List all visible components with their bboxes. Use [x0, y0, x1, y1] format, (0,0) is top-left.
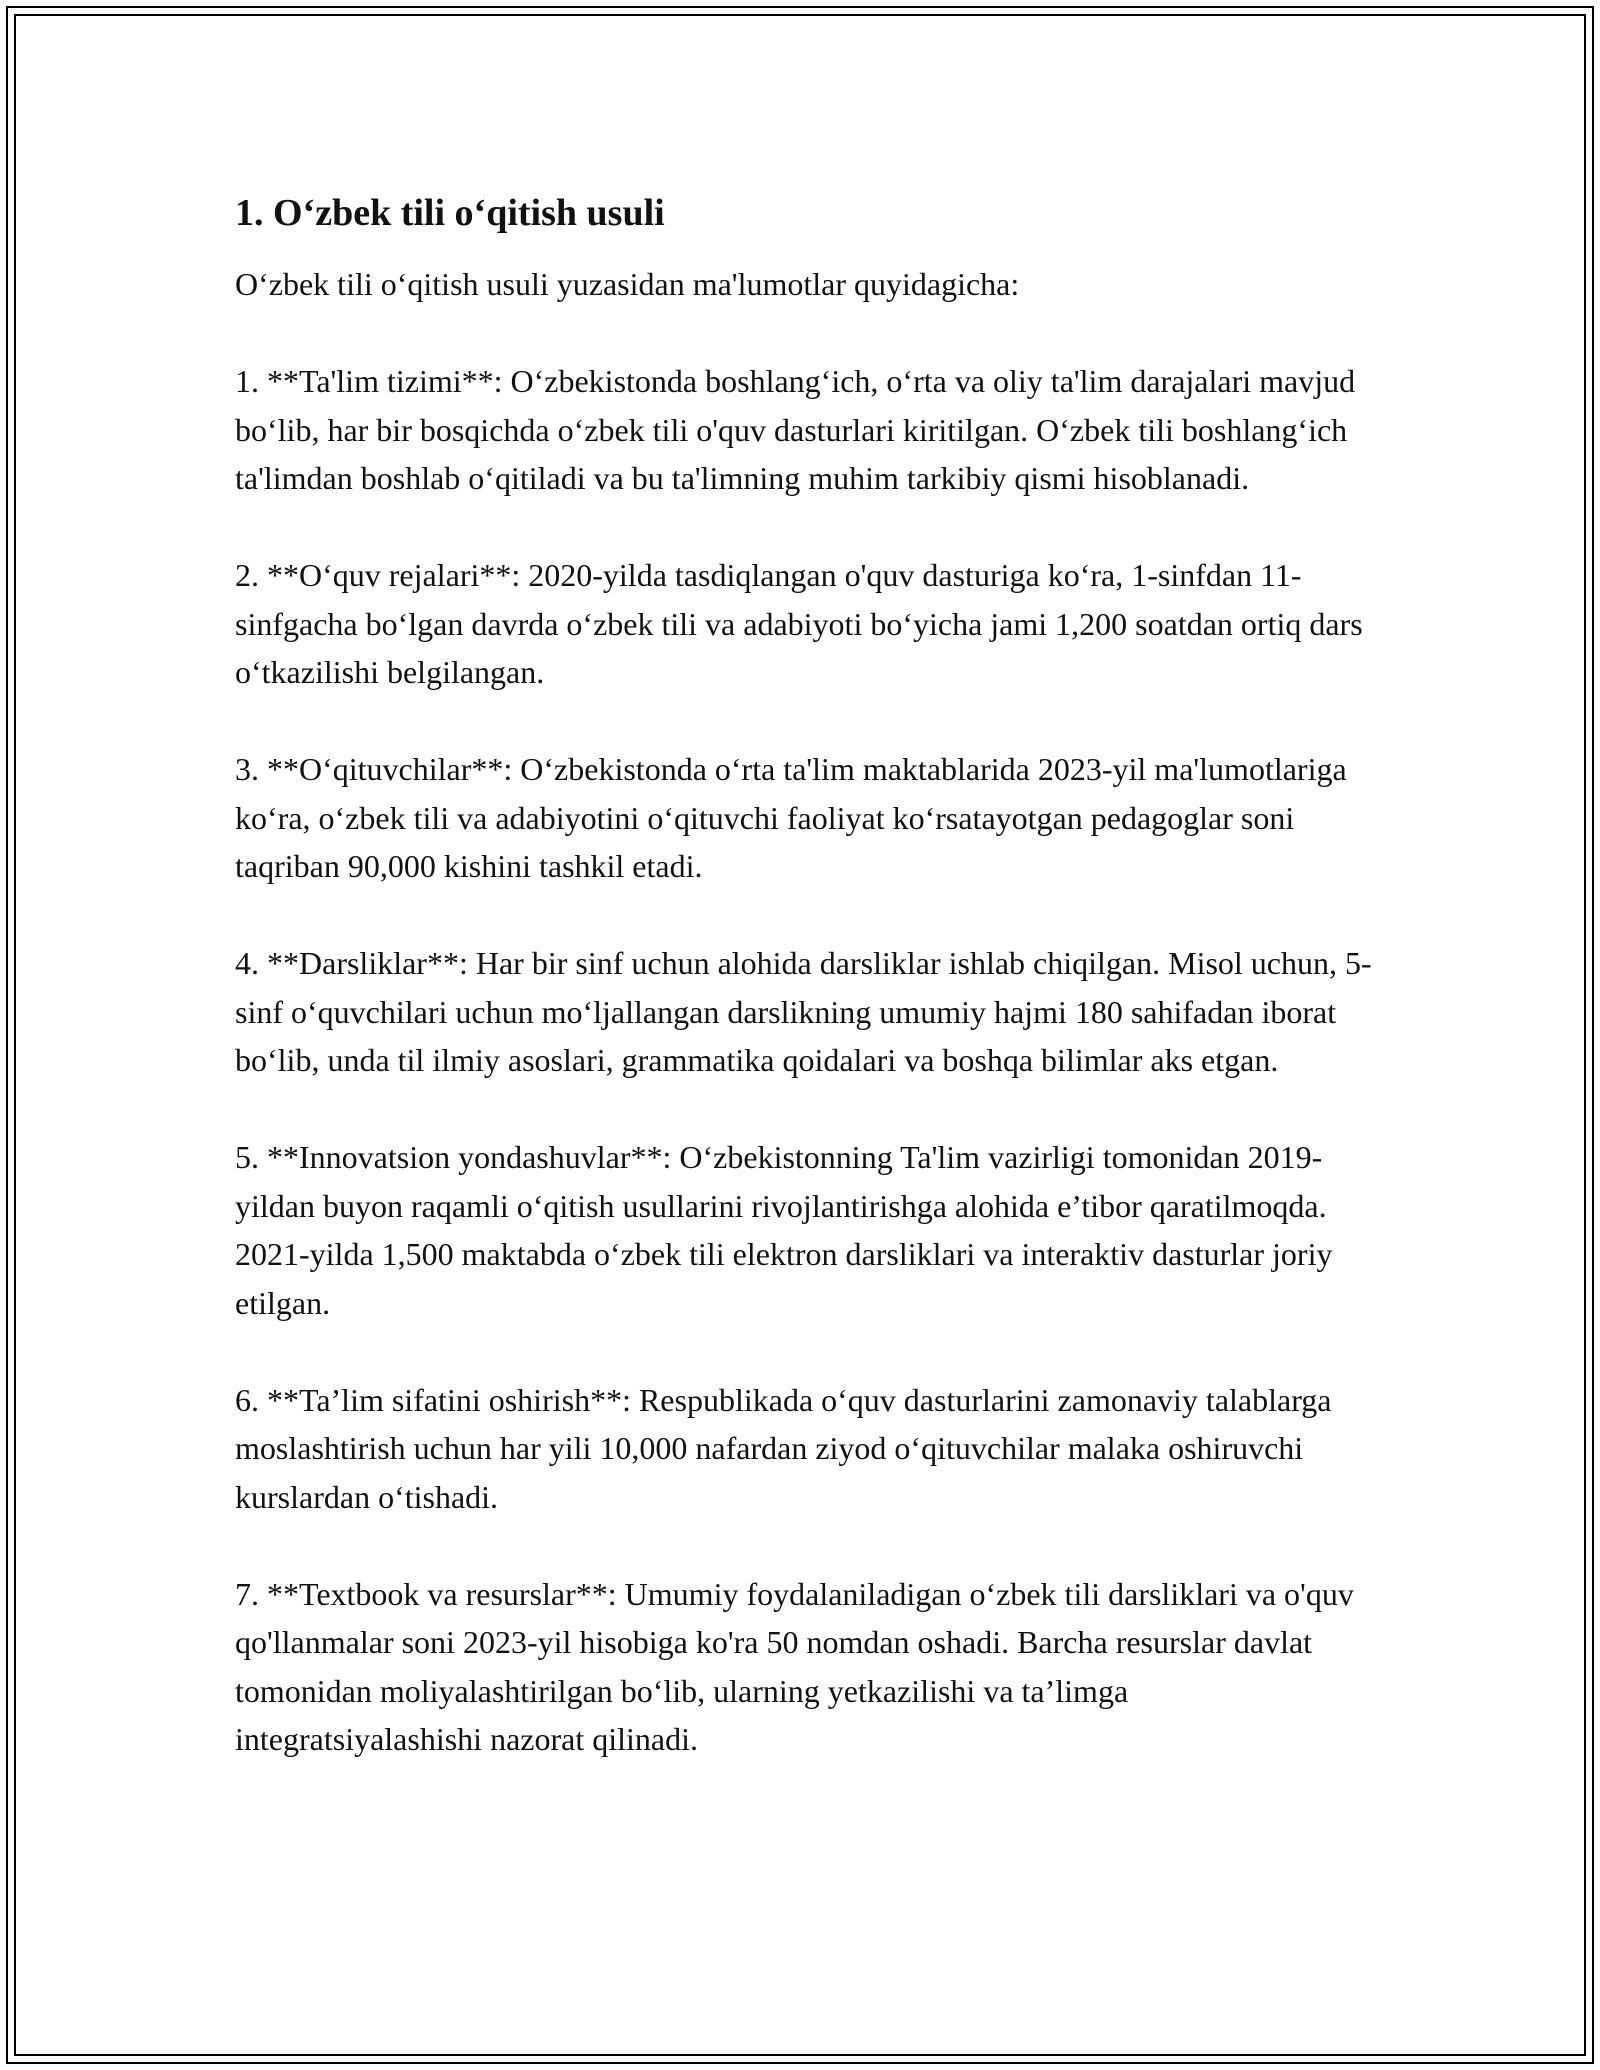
- list-item-talim-sifatini-oshirish: 6. **Ta’lim sifatini oshirish**: Respublikada o‘quv dasturlarini zamonaviy talablarga moslashtirish uchun har yili 10,000 nafardan ziyod o‘qituvchilar malaka oshiruvchi kurslardan o‘tishadi.: [235, 1381, 1332, 1515]
- list-item-textbook-va-resurslar: 7. **Textbook va resurslar**: Umumiy foydalaniladigan o‘zbek tili darsliklari va o'quv qo'llanmalar soni 2023-yil hisobiga ko'ra 50 nomdan oshadi. Barcha resurslar davlat tomonidan moliyalashtirilgan bo‘lib, ularning yetkazilishi va ta’limga integratsiyalashishi nazorat qilinadi.: [235, 1575, 1354, 1757]
- list-item-darsliklar: 4. **Darsliklar**: Har bir sinf uchun alohida darsliklar ishlab chiqilgan. Misol uchun, 5-sinf o‘quvchilari uchun mo‘ljallangan darslikning umumiy hajmi 180 sahifadan iborat bo‘lib, unda til ilmiy asoslari, grammatika qoidalari va boshqa bilimlar aks etgan.: [235, 945, 1372, 1078]
- list-item-oquv-rejalari: 2. **O‘quv rejalari**: 2020-yilda tasdiqlangan o'quv dasturiga ko‘ra, 1-sinfdan 11-sinfgacha bo‘lgan davrda o‘zbek tili va adabiyoti bo‘yicha jami 1,200 soatdan ortiq dars o‘tkazilishi belgilangan.: [235, 557, 1363, 690]
- list-item-innovatsion-yondashuvlar: 5. **Innovatsion yondashuvlar**: O‘zbekistonning Ta'lim vazirligi tomonidan 2019-yildan buyon raqamli o‘qitish usullarini rivojlantirishga alohida e’tibor qaratilmoqda. 2021-yilda 1,500 maktabda o‘zbek tili elektron darsliklari va interaktiv dasturlar joriy etilgan.: [235, 1139, 1333, 1321]
- document-title: 1. O‘zbek tili o‘qitish usuli: [235, 192, 665, 234]
- list-item-talim-tizimi: 1. **Ta'lim tizimi**: O‘zbekistonda boshlang‘ich, o‘rta va oliy ta'lim darajalari mavjud bo‘lib, har bir bosqichda o‘zbek tili o'quv dasturlari kiritilgan. O‘zbek tili boshlang‘ich ta'limdan boshlab o‘qitiladi va bu ta'limning muhim tarkibiy qismi hisoblanadi.: [235, 363, 1356, 496]
- list-item-oqituvchilar: 3. **O‘qituvchilar**: O‘zbekistonda o‘rta ta'lim maktablarida 2023-yil ma'lumotlariga ko‘ra, o‘zbek tili va adabiyotini o‘qituvchi faoliyat ko‘rsatayotgan pedagoglar soni taqriban 90,000 kishini tashkil etadi.: [235, 751, 1347, 884]
- document-intro: O‘zbek tili o‘qitish usuli yuzasidan ma'lumotlar quyidagicha:: [235, 266, 1020, 302]
- document-body: [235, 190, 1375, 1812]
